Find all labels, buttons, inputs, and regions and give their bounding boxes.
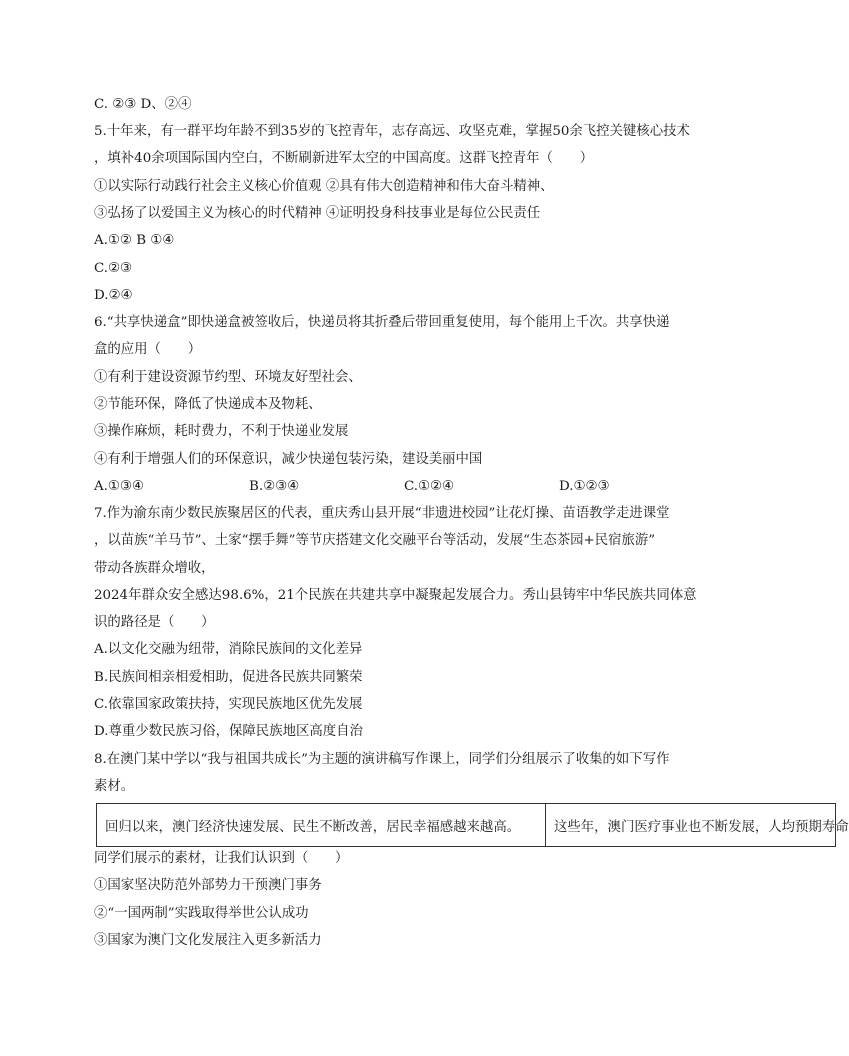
question-5-option-ab: A.①② B ①④: [94, 233, 175, 248]
question-7-option-d: D.尊重少数民族习俗，保障民族地区高度自治: [94, 724, 363, 739]
question-7-option-b: B.民族间相亲相爱相助，促进各民族共同繁荣: [94, 670, 363, 685]
material-cell-2: 这些年，澳门医疗事业也不断发展，人均预期寿命: [554, 820, 849, 835]
option-c: C.①②④: [404, 479, 455, 494]
option-d: D.①②③: [559, 479, 610, 494]
question-6-options: [94, 478, 610, 496]
option-a: A.①③④: [94, 479, 144, 494]
line-q4-options: C. ②③ D、②④: [94, 97, 192, 112]
question-8-stem-1: 8.在澳门某中学以“我与祖国共成长”为主题的演讲稿写作课上，同学们分组展示了收集的如下写作: [94, 752, 670, 767]
question-7-stem-5: 识的路径是（ ）: [94, 615, 215, 630]
question-8-statement-1: ①国家坚决防范外部势力干预澳门事务: [94, 878, 322, 893]
question-7-option-c: C.依靠国家政策扶持，实现民族地区优先发展: [94, 697, 363, 712]
question-8-stem-2: 素材。: [94, 779, 135, 794]
question-6-statement-3: ③操作麻烦，耗时费力，不利于快递业发展: [94, 424, 349, 439]
question-8-statement-3: ③国家为澳门文化发展注入更多新活力: [94, 933, 322, 948]
question-6-stem-2: 盒的应用（ ）: [94, 342, 202, 357]
question-6-stem-1: 6.“共享快递盒”即快递盒被签收后，快递员将其折叠后带回重复使用，每个能用上千次。共享快递: [94, 315, 670, 330]
question-5-stem-2: ，填补40余项国际国内空白，不断刷新进军太空的中国高度。这群飞控青年（ ）: [94, 151, 594, 166]
material-cell-1: 回归以来，澳门经济快速发展、民生不断改善，居民幸福感越来越高。: [97, 804, 546, 846]
question-7-stem-2: ，以苗族“羊马节”、土家“摆手舞”等节庆搭建文化交融平台等活动，发展“生态茶园+民宿旅游”: [94, 533, 656, 548]
material-table: [96, 803, 849, 847]
question-6-statement-2: ②节能环保，降低了快递成本及物耗、: [94, 397, 322, 412]
question-7-stem-3: 带动各族群众增收，: [94, 561, 215, 576]
question-6-statement-4: ④有利于增强人们的环保意识，减少快递包装污染，建设美丽中国: [94, 452, 483, 467]
question-7-stem-4: 2024年群众安全感达98.6%，21个民族在共建共享中凝聚起发展合力。秀山县铸牢中华民族共同体意: [94, 588, 697, 603]
question-7-stem-1: 7.作为渝东南少数民族聚居区的代表，重庆秀山县开展“非遗进校园”让花灯操、苗语教学走进课堂: [94, 506, 670, 521]
question-8-prompt: 同学们展示的素材，让我们认识到（ ）: [94, 851, 349, 866]
question-8-statement-2: ②“一国两制”实践取得举世公认成功: [94, 906, 309, 921]
option-b: B.②③④: [249, 479, 300, 494]
question-6-statement-1: ①有利于建设资源节约型、环境友好型社会、: [94, 370, 362, 385]
question-5-statements-1: ①以实际行动践行社会主义核心价值观 ②具有伟大创造精神和伟大奋斗精神、: [94, 179, 554, 194]
question-7-option-a: A.以文化交融为纽带，消除民族间的文化差异: [94, 642, 363, 657]
question-5-option-d: D.②④: [94, 288, 133, 303]
question-5-stem-1: 5.十年来，有一群平均年龄不到35岁的飞控青年，志存高远、攻坚克难，掌握50余飞控关键核心技术: [94, 124, 690, 139]
question-5-option-c: C.②③: [94, 261, 133, 276]
question-5-statements-2: ③弘扬了以爱国主义为核心的时代精神 ④证明投身科技事业是每位公民责任: [94, 206, 541, 221]
